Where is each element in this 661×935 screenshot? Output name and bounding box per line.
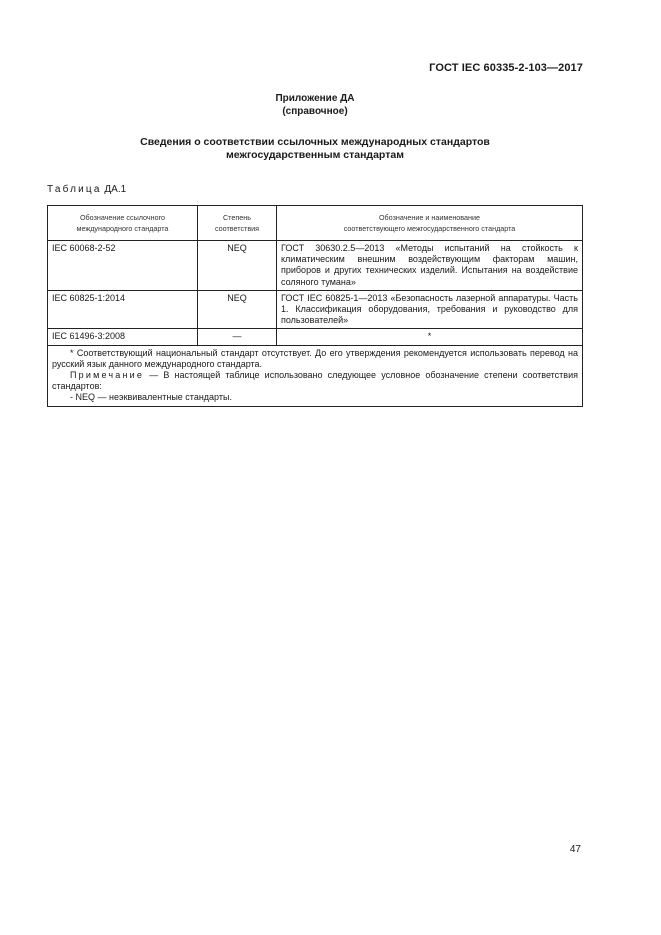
table-caption-number: ДА.1: [104, 184, 127, 195]
cell-designation: ГОСТ IEC 60825-1—2013 «Безопасность лазерной аппаратуры. Часть 1. Классификация оборудования, требования и руководство для пользователей»: [277, 290, 583, 329]
section-heading: [0, 136, 630, 162]
table-notes: [48, 345, 583, 406]
cell-degree: NEQ: [198, 241, 277, 291]
annex-type: (справочное): [282, 106, 348, 117]
cell-designation: *: [277, 329, 583, 345]
table-row: [48, 290, 583, 329]
annex-title: Приложение ДА: [275, 93, 355, 104]
cell-degree: —: [198, 329, 277, 345]
cell-standard: IEC 60068-2-52: [48, 241, 198, 291]
document-code: ГОСТ IEC 60335-2-103—2017: [429, 62, 583, 74]
header-international-standard: Обозначение ссылочного международного стандарта: [48, 206, 198, 241]
page-number: 47: [569, 844, 581, 855]
table-header-row: [48, 206, 583, 241]
annex-header: [0, 92, 630, 118]
note-text: — В настоящей таблице использовано следующее условное обозначение степени соответствия стандартов:: [52, 370, 578, 392]
table-row: [48, 241, 583, 291]
section-heading-line2: межгосударственным стандартам: [226, 149, 404, 161]
cell-standard: IEC 61496-3:2008: [48, 329, 198, 345]
table-footnote: * Соответствующий национальный стандарт отсутствует. До его утверждения рекомендуется использовать перевод на русский язык данного международного стандарта.: [52, 347, 578, 369]
header-degree: Степень соответствия: [198, 206, 277, 241]
table-caption: [47, 184, 126, 195]
cell-standard: IEC 60825-1:2014: [48, 290, 198, 329]
header-interstate-standard: Обозначение и наименование соответствующего межгосударственного стандарта: [277, 206, 583, 241]
table-caption-word: Таблица: [47, 184, 102, 195]
cell-degree: NEQ: [198, 290, 277, 329]
table-row: [48, 329, 583, 345]
table-note: [52, 370, 578, 392]
note-label: Примечание: [70, 370, 145, 381]
table-notes-row: [48, 345, 583, 406]
section-heading-line1: Сведения о соответствии ссылочных международных стандартов: [140, 136, 490, 148]
standards-table: [47, 205, 583, 407]
cell-designation: ГОСТ 30630.2.5—2013 «Методы испытаний на стойкость к климатическим внешним воздействующим факторам машин, приборов и других технических изделий. Испытания на воздействие соляного тумана»: [277, 241, 583, 291]
note-item: - NEQ — неэквивалентные стандарты.: [70, 392, 232, 403]
